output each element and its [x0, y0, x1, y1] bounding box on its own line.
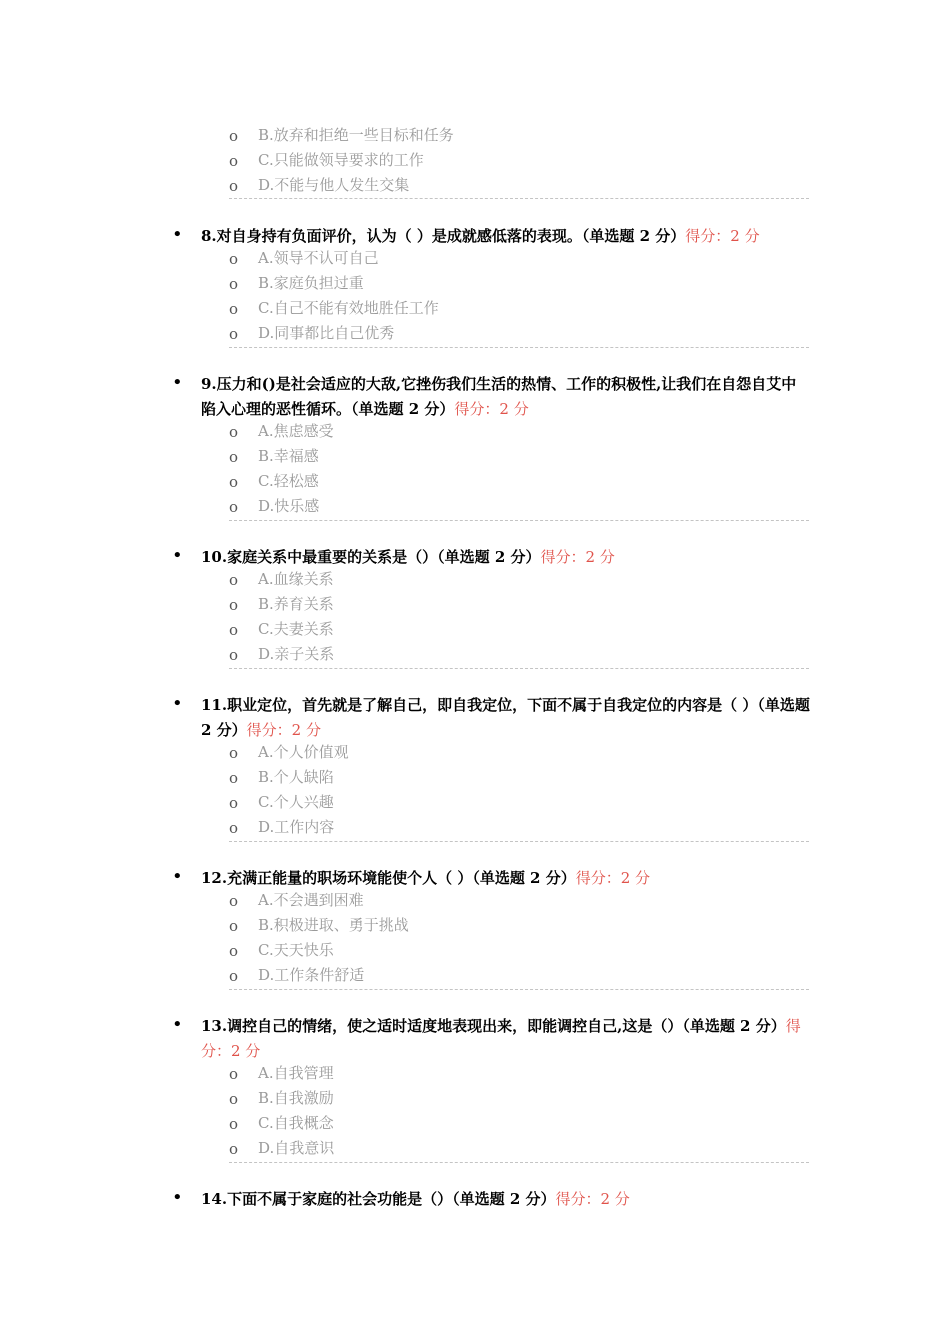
option-bullet: o	[229, 967, 239, 985]
option-label: D.工作条件舒适	[258, 966, 365, 984]
dashed-divider	[229, 347, 809, 348]
option-label: D.快乐感	[258, 497, 320, 515]
option-label: B.养育关系	[258, 595, 334, 613]
score-label: 得分：2 分	[201, 1017, 801, 1060]
option-item[interactable]	[0, 273, 950, 298]
option-item[interactable]	[0, 890, 950, 915]
option-bullet: o	[229, 571, 239, 589]
option-item[interactable]	[0, 1113, 950, 1138]
option-bullet: o	[229, 498, 239, 516]
option-label: D.工作内容	[258, 818, 335, 836]
option-label: B.放弃和拒绝一些目标和任务	[258, 126, 454, 144]
option-item[interactable]	[0, 1138, 950, 1163]
option-item[interactable]	[0, 619, 950, 644]
option-label: A.不会遇到困难	[258, 891, 364, 909]
question-text	[201, 693, 811, 742]
option-item[interactable]	[0, 940, 950, 965]
score-label: 得分：2 分	[575, 869, 651, 887]
option-bullet: o	[229, 1140, 239, 1158]
option-bullet: o	[229, 819, 239, 837]
option-item[interactable]	[0, 298, 950, 323]
option-label: B.幸福感	[258, 447, 319, 465]
question-prompt: 11.职业定位，首先就是了解自己，即自我定位，下面不属于自我定位的内容是（ ）（单选题 2 分）	[201, 696, 810, 739]
question-text	[201, 1014, 811, 1063]
option-bullet: o	[229, 892, 239, 910]
question-bullet: •	[172, 372, 183, 393]
option-bullet: o	[229, 423, 239, 441]
question-bullet: •	[172, 1187, 183, 1208]
option-label: A.焦虑感受	[258, 422, 334, 440]
question-prompt: 12.充满正能量的职场环境能使个人（ ）（单选题 2 分）	[201, 869, 576, 887]
option-label: B.个人缺陷	[258, 768, 334, 786]
option-bullet: o	[229, 325, 239, 343]
question-text	[201, 372, 811, 421]
option-item[interactable]	[0, 1063, 950, 1088]
question-text	[201, 866, 811, 891]
option-bullet: o	[229, 275, 239, 293]
option-bullet: o	[229, 473, 239, 491]
option-item[interactable]	[0, 915, 950, 940]
option-item[interactable]	[0, 742, 950, 767]
option-bullet: o	[229, 646, 239, 664]
option-item[interactable]	[0, 175, 950, 200]
option-list	[0, 248, 950, 348]
option-item[interactable]	[0, 965, 950, 990]
question-text	[201, 1187, 811, 1212]
option-label: B.积极进取、勇于挑战	[258, 916, 409, 934]
dashed-divider	[229, 841, 809, 842]
question-bullet: •	[172, 693, 183, 714]
score-label: 得分：2 分	[246, 720, 321, 739]
option-label: C.自我概念	[258, 1114, 334, 1132]
option-bullet: o	[229, 1115, 239, 1133]
option-label: B.自我激励	[258, 1089, 334, 1107]
option-label: A.自我管理	[258, 1064, 334, 1082]
score-label: 得分：2 分	[454, 399, 529, 418]
option-item[interactable]	[0, 496, 950, 521]
option-label: A.血缘关系	[258, 570, 334, 588]
question-prompt: 14.下面不属于家庭的社会功能是（）（单选题 2 分）	[201, 1190, 556, 1208]
question-bullet: •	[172, 545, 183, 566]
option-list	[0, 569, 950, 669]
dashed-divider	[229, 668, 809, 669]
option-bullet: o	[229, 177, 239, 195]
option-bullet: o	[229, 250, 239, 268]
option-list	[0, 742, 950, 842]
option-bullet: o	[229, 152, 239, 170]
option-bullet: o	[229, 300, 239, 318]
option-item[interactable]	[0, 569, 950, 594]
option-item[interactable]	[0, 792, 950, 817]
option-label: A.个人价值观	[258, 743, 349, 761]
dashed-divider	[229, 989, 809, 990]
option-list	[0, 890, 950, 990]
option-list	[0, 421, 950, 521]
option-bullet: o	[229, 769, 239, 787]
question-bullet: •	[172, 1014, 183, 1035]
question-text	[201, 224, 811, 249]
option-bullet: o	[229, 744, 239, 762]
option-label: C.自己不能有效地胜任工作	[258, 299, 439, 317]
option-item[interactable]	[0, 594, 950, 619]
dashed-divider	[229, 520, 809, 521]
option-item[interactable]	[0, 446, 950, 471]
question-text	[201, 545, 811, 570]
option-bullet: o	[229, 942, 239, 960]
option-label: D.自我意识	[258, 1139, 335, 1157]
option-bullet: o	[229, 448, 239, 466]
option-item[interactable]	[0, 1088, 950, 1113]
option-item[interactable]	[0, 421, 950, 446]
option-label: A.领导不认可自己	[258, 249, 379, 267]
score-label: 得分：2 分	[540, 548, 615, 566]
option-label: C.夫妻关系	[258, 620, 334, 638]
option-label: C.只能做领导要求的工作	[258, 151, 424, 169]
option-list	[0, 1063, 950, 1163]
option-bullet: o	[229, 794, 239, 812]
option-bullet: o	[229, 917, 239, 935]
option-item[interactable]	[0, 817, 950, 842]
option-item[interactable]	[0, 767, 950, 792]
option-label: C.个人兴趣	[258, 793, 334, 811]
score-label: 得分：2 分	[685, 227, 760, 245]
option-item[interactable]	[0, 150, 950, 175]
option-bullet: o	[229, 596, 239, 614]
option-item[interactable]	[0, 125, 950, 150]
dashed-divider	[229, 198, 809, 199]
option-item[interactable]	[0, 323, 950, 348]
score-label: 得分：2 分	[555, 1190, 630, 1208]
option-bullet: o	[229, 127, 239, 145]
question-prompt: 8.对自身持有负面评价，认为（ ）是成就感低落的表现。（单选题 2 分）	[201, 227, 686, 245]
option-bullet: o	[229, 621, 239, 639]
option-item[interactable]	[0, 248, 950, 273]
question-prompt: 9.压力和()是社会适应的大敌,它挫伤我们生活的热情、工作的积极性,让我们在自怨自艾中陷入心理的恶性循环。（单选题 2 分）	[201, 375, 797, 418]
option-bullet: o	[229, 1090, 239, 1108]
option-label: D.不能与他人发生交集	[258, 176, 410, 194]
dashed-divider	[229, 1162, 809, 1163]
option-label: B.家庭负担过重	[258, 274, 364, 292]
option-label: C.轻松感	[258, 472, 319, 490]
question-bullet: •	[172, 866, 183, 887]
question-prompt: 10.家庭关系中最重要的关系是（）（单选题 2 分）	[201, 548, 541, 566]
option-label: D.亲子关系	[258, 645, 335, 663]
option-label: C.天天快乐	[258, 941, 334, 959]
option-bullet: o	[229, 1065, 239, 1083]
question-prompt: 13.调控自己的情绪，使之适时适度地表现出来，即能调控自己,这是（）（单选题 2 分）	[201, 1017, 786, 1035]
option-label: D.同事都比自己优秀	[258, 324, 395, 342]
option-item[interactable]	[0, 644, 950, 669]
question-bullet: •	[172, 224, 183, 245]
leading-option-list	[0, 125, 950, 200]
option-item[interactable]	[0, 471, 950, 496]
